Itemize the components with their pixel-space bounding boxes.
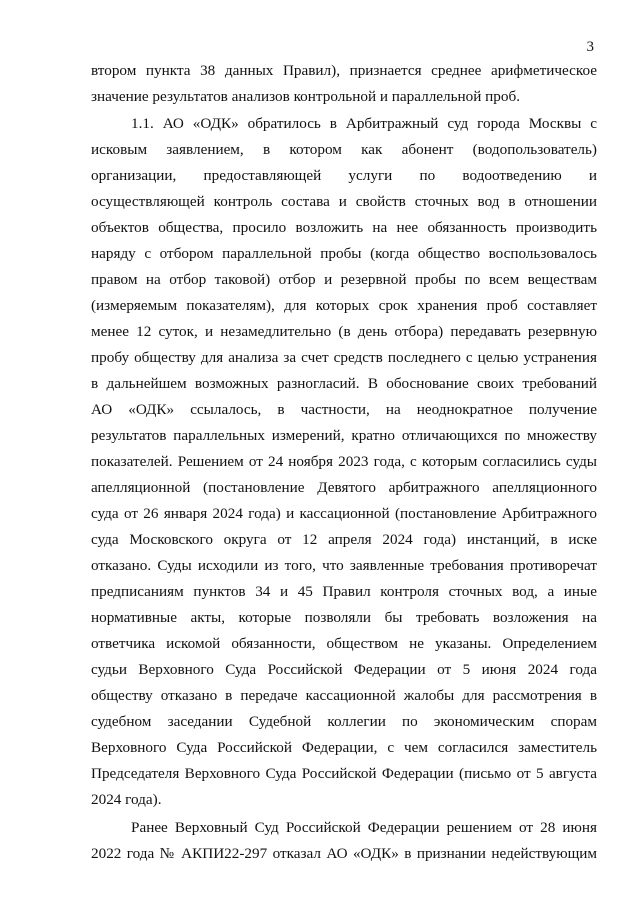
text-line: осуществляющей контроль состава и свойств сточных вод в отношении: [91, 193, 597, 210]
text-line: показателей. Решением от 24 ноября 2023 года, с которым согласились суды: [91, 453, 597, 470]
text-line: организации, предоставляющей услуги по водоотведению и: [91, 167, 597, 184]
text-line: объектов общества, просило возложить на нее обязанность производить: [91, 219, 597, 236]
text-line: значение результатов анализов контрольной и параллельной проб.: [91, 88, 521, 105]
text-line: 1.1. АО «ОДК» обратилось в Арбитражный суд города Москвы с: [131, 115, 597, 132]
text-line: Председателя Верховного Суда Российской Федерации (письмо от 5 августа: [91, 765, 597, 782]
text-line: пробу обществу для анализа за счет средств последнего с целью устранения: [91, 349, 597, 366]
text-line: Ранее Верховный Суд Российской Федерации решением от 28 июня: [131, 819, 597, 836]
text-line: обществу отказано в передаче кассационной жалобы для рассмотрения в: [91, 687, 597, 704]
text-line: менее 12 суток, и незамедлительно (в день отбора) передавать резервную: [91, 323, 597, 340]
text-line: результатов параллельных измерений, кратно отличающихся по множеству: [91, 427, 597, 444]
text-line: отказано. Суды исходили из того, что заявленные требования противоречат: [91, 557, 597, 574]
text-line: Верховного Суда Российской Федерации, с чем согласился заместитель: [91, 739, 597, 756]
text-line: суда Московского округа от 12 апреля 2024 года) инстанций, в иске: [91, 531, 597, 548]
text-line: суда от 26 января 2024 года) и кассационной (постановление Арбитражного: [91, 505, 597, 522]
text-line: 2024 года).: [91, 791, 162, 808]
text-line: (измеряемым показателям), для которых срок хранения проб составляет: [91, 297, 597, 314]
text-line: АО «ОДК» ссылалось, в частности, на неоднократное получение: [91, 401, 597, 418]
page-number: 3: [586, 39, 594, 55]
text-line: 2022 года № АКПИ22-297 отказал АО «ОДК» в признании недействующим: [91, 845, 597, 862]
text-line: апелляционной (постановление Девятого арбитражного апелляционного: [91, 479, 597, 496]
text-line: в дальнейшем возможных разногласий. В обоснование своих требований: [91, 375, 597, 392]
text-line: правом на отбор таковой) отбор и резервной пробы по всем веществам: [91, 271, 597, 288]
text-line: втором пункта 38 данных Правил), признается среднее арифметическое: [91, 62, 597, 79]
text-line: предписаниям пунктов 34 и 45 Правил контроля сточных вод, а иные: [91, 583, 597, 600]
text-line: наряду с отбором параллельной пробы (когда общество воспользовалось: [91, 245, 597, 262]
text-line: судьи Верховного Суда Российской Федерации от 5 июня 2024 года: [91, 661, 597, 678]
text-line: нормативные акты, которые позволяли бы требовать возложения на: [91, 609, 597, 626]
text-line: ответчика искомой обязанности, обществом не указаны. Определением: [91, 635, 597, 652]
text-line: исковым заявлением, в котором как абонент (водопользователь): [91, 141, 597, 158]
text-line: судебном заседании Судебной коллегии по экономическим спорам: [91, 713, 597, 730]
